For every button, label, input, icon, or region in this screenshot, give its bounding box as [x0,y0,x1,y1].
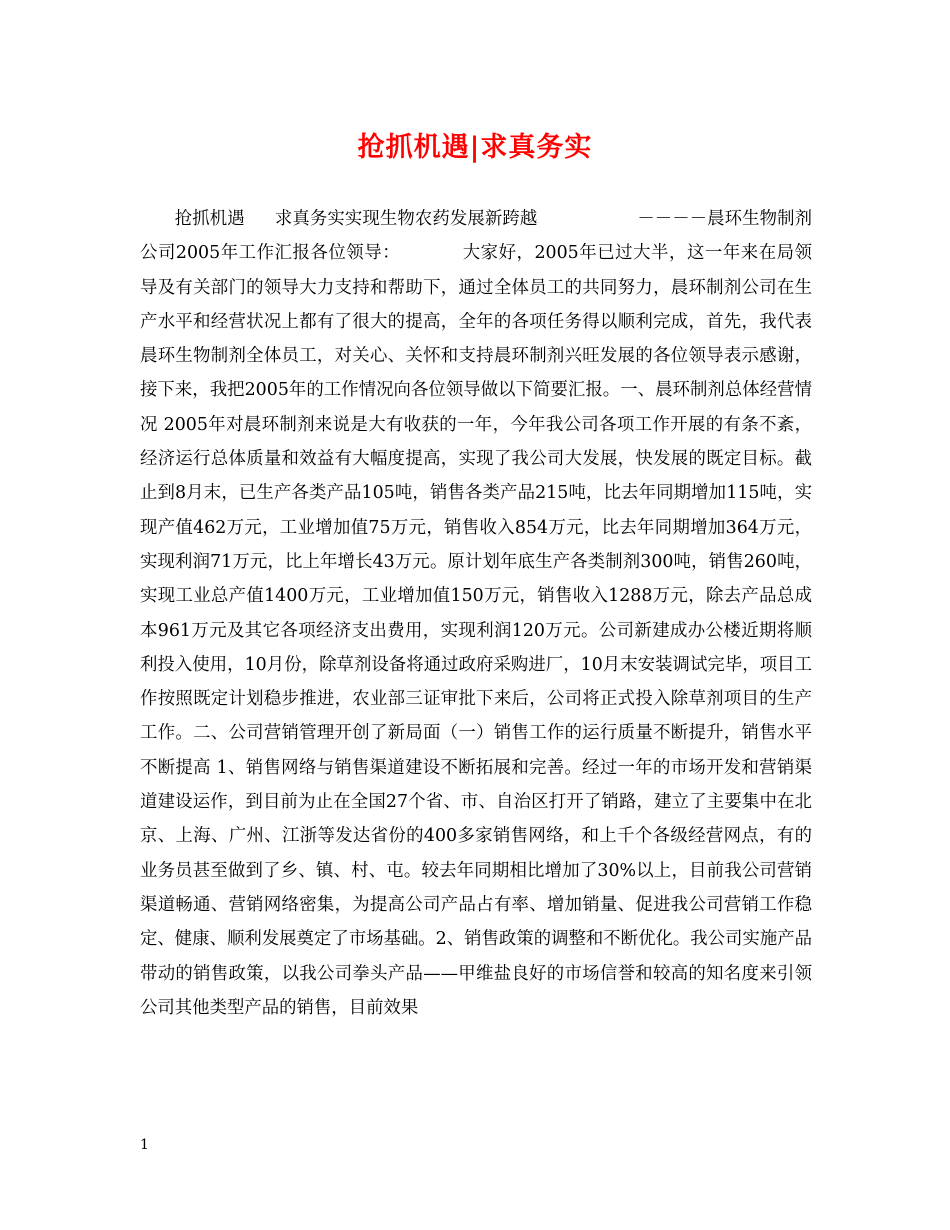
page-number: 1 [140,1137,149,1153]
document-body [140,202,812,1025]
heading-part-1: 抢抓机遇 [174,209,245,229]
heading-part-3: －－－－晨环生物制剂公司2005年工作汇报各位领导： [140,209,812,264]
document-title: 抢抓机遇|求真务实 [357,132,593,163]
heading-part-2: 求真务实实现生物农药发展新跨越 [274,209,538,229]
body-paragraph: 大家好，2005年已过大半，这一年来在局领导及有关部门的领导大力支持和帮助下，通过全体员工的共同努力，晨环制剂公司在生产水平和经营状况上都有了很大的提高，全年的各项任务得以顺利完成，首先，我代表晨环生物制剂全体员工，对关心、关怀和支持晨环制剂兴旺发展的各位领导表示感谢，接下来，我把2005年的工作情况向各位领导做以下简要汇报。一、晨环制剂总体经营情况 2005年对晨环制剂来说是大有收获的一年，今年我公司各项工作开展的有条不紊，经济运行总体质量和效益有大幅度提高，实现了我公司大发展，快发展的既定目标。截止到8月末，已生产各类产品105吨，销售各类产品215吨，比去年同期增加115吨，实现产值462万元，工业增加值75万元，销售收入854万元，比去年同期增加364万元，实现利润71万元，比上年增长43万元。原计划年底生产各类制剂300吨，销售260吨，实现工业总产值1400万元，工业增加值150万元，销售收入1288万元，除去产品总成本961万元及其它各项经济支出费用，实现利润120万元。公司新建成办公楼近期将顺利投入使用，10月份，除草剂设备将通过政府采购进厂，10月末安装调试完毕，项目工作按照既定计划稳步推进，农业部三证审批下来后，公司将正式投入除草剂项目的生产工作。二、公司营销管理开创了新局面（一）销售工作的运行质量不断提升，销售水平不断提高 1、销售网络与销售渠道建设不断拓展和完善。经过一年的市场开发和营销渠道建设运作，到目前为止在全国27个省、市、自治区打开了销路，建立了主要集中在北京、上海、广州、江浙等发达省份的400多家销售网络，和上千个各级经营网点，有的业务员甚至做到了乡、镇、村、屯。较去年同期相比增加了30%以上，目前我公司营销渠道畅通、营销网络密集，为提高公司产品占有率、增加销量、促进我公司营销工作稳定、健康、顺利发展奠定了市场基础。2、销售政策的调整和不断优化。我公司实施产品带动的销售政策，以我公司拳头产品——甲维盐良好的市场信誉和较高的知名度来引领公司其他类型产品的销售，目前效果 [140,243,812,1018]
